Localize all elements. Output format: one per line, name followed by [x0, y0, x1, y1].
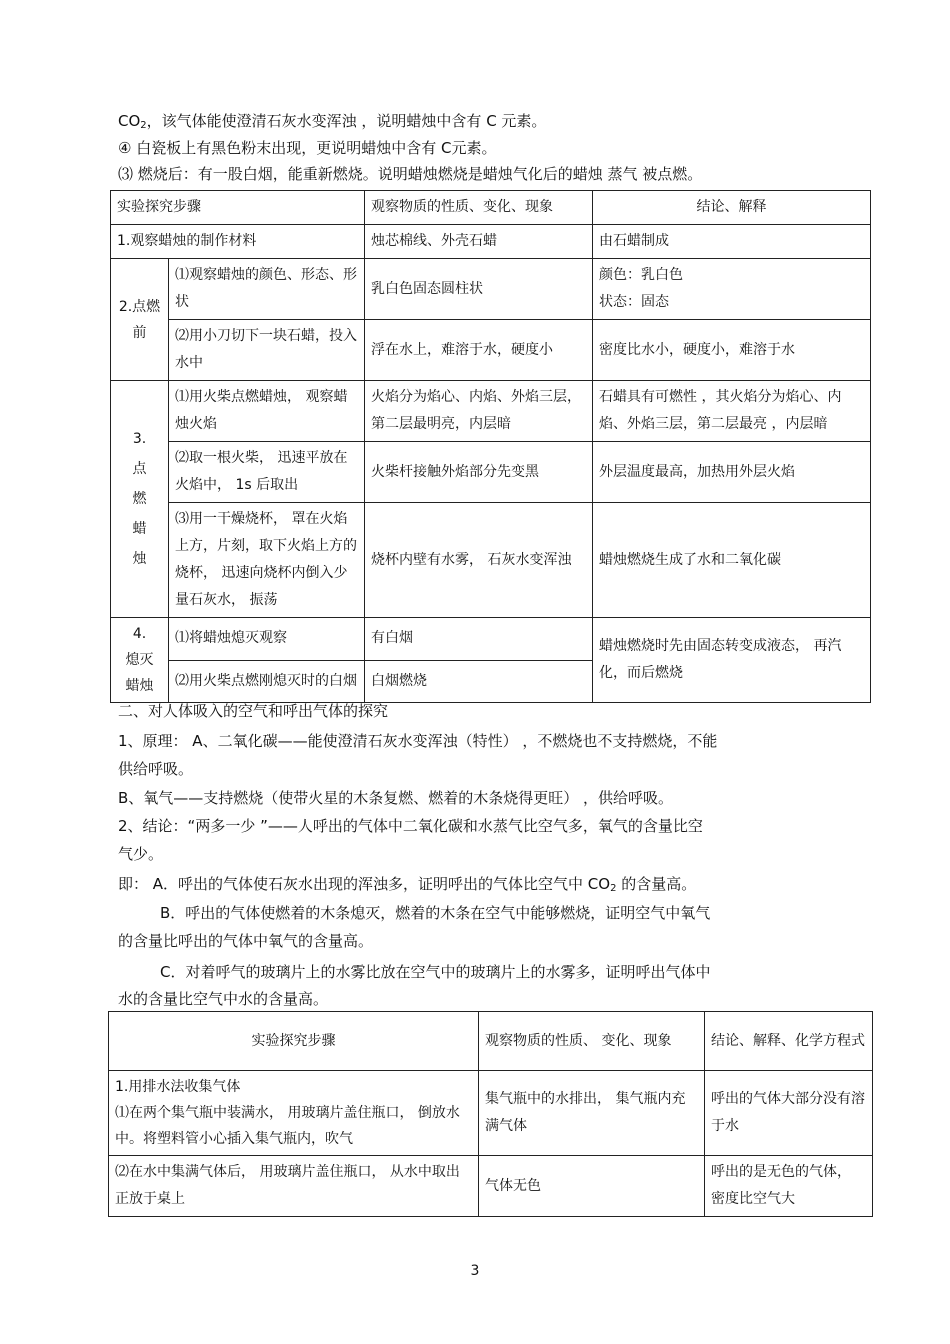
table-cell: 火柴杆接触外焰部分先变黑 [365, 442, 593, 503]
text-line-conclusion: 2、结论：“两多一少 ”——人呼出的气体中二氧化碳和水蒸气比空气多，氧气的含量比空 [118, 817, 703, 835]
table-cell: 蜡烛燃烧生成了水和二氧化碳 [593, 503, 871, 618]
text-line: 的含量比呼出的气体中氧气的含量高。 [118, 932, 374, 950]
table-cell: ⑵用火柴点燃刚熄灭时的白烟 [169, 660, 365, 703]
text-line-after-burning: ⑶ 燃烧后：有一股白烟，能重新燃烧。说明蜡烛燃烧是蜡烛气化后的蜡烛 蒸气 被点燃。 [118, 165, 703, 183]
table1-header-conclusion: 结论、解释 [593, 191, 871, 225]
table-cell: 白烟燃烧 [365, 660, 593, 703]
table-cell: 呼出的气体大部分没有溶于水 [705, 1071, 873, 1156]
table-cell: ⑴将蜡烛熄灭观察 [169, 618, 365, 661]
page-number: 3 [470, 1263, 480, 1279]
table-cell: 外层温度最高，加热用外层火焰 [593, 442, 871, 503]
text-line-co2: $CO_2$，该气体能使澄清石灰水变浑浊 ，说明蜡烛中含有 C 元素。 [118, 112, 547, 131]
section-heading: 二、对人体吸入的空气和呼出气体的探究 [118, 702, 389, 720]
table-cell: 气体无色 [479, 1156, 705, 1217]
text-line: 气少。 [118, 845, 164, 863]
text-line-point-a: 即： A．呼出的气体使石灰水出现的浑浊多，证明呼出的气体比空气中 $CO_2$ 的含量高。 [118, 875, 697, 894]
table-cell: 呼出的是无色的气体， 密度比空气大 [705, 1156, 873, 1217]
table2-header-conclusion: 结论、解释、化学方程式 [705, 1012, 873, 1071]
table-cell: 烧杯内壁有水雾， 石灰水变浑浊 [365, 503, 593, 618]
table-cell: 由石蜡制成 [593, 225, 871, 259]
table1-header-observation: 观察物质的性质、变化、现象 [365, 191, 593, 225]
table-cell: ⑴观察蜡烛的颜色、形态、形状 [169, 259, 365, 320]
table-cell: 有白烟 [365, 618, 593, 661]
text-line-black-powder: ④ 白瓷板上有黑色粉末出现，更说明蜡烛中含有 C元素。 [118, 139, 497, 157]
table2-header-step: 实验探究步骤 [109, 1012, 479, 1071]
group-label-extinguish: 4. 熄灭 蜡烛 [111, 618, 169, 703]
table-cell: 烛芯棉线、外壳石蜡 [365, 225, 593, 259]
text-line-oxygen: B、氧气——支持燃烧（使带火星的木条复燃、燃着的木条烧得更旺） ，供给呼吸。 [118, 789, 674, 807]
text-line-point-c: C．对着呼气的玻璃片上的水雾比放在空气中的玻璃片上的水雾多，证明呼出气体中 [160, 963, 711, 981]
table-cell: 1.用排水法收集气体 ⑴在两个集气瓶中装满水， 用玻璃片盖住瓶口， 倒放水中。将塑料管小心插入集气瓶内，吹气 [109, 1071, 479, 1156]
table-cell: ⑶用一干燥烧杯， 罩在火焰上方，片刻，取下火焰上方的烧杯， 迅速向烧杯内倒入少量石灰水， 振荡 [169, 503, 365, 618]
text-line: 供给呼吸。 [118, 760, 194, 778]
group-label-before-lighting: 2.点燃前 [111, 259, 169, 381]
table-cell: 浮在水上，难溶于水，硬度小 [365, 320, 593, 381]
table1-header-step: 实验探究步骤 [111, 191, 365, 225]
table-cell: 蜡烛燃烧时先由固态转变成液态， 再汽化，而后燃烧 [593, 618, 871, 703]
table-cell: 密度比水小，硬度小，难溶于水 [593, 320, 871, 381]
table-cell: 乳白色固态圆柱状 [365, 259, 593, 320]
table-cell: ⑵在水中集满气体后， 用玻璃片盖住瓶口， 从水中取出 正放于桌上 [109, 1156, 479, 1217]
table-cell: ⑵取一根火柴， 迅速平放在火焰中， 1s 后取出 [169, 442, 365, 503]
group-label-lighting: 3. 点 燃 蜡 烛 [111, 381, 169, 618]
table-cell: 1.观察蜡烛的制作材料 [111, 225, 365, 259]
table-cell: 石蜡具有可燃性 ，其火焰分为焰心、内焰、外焰三层，第二层最亮 ，内层暗 [593, 381, 871, 442]
breath-experiment-table [108, 1011, 873, 1217]
table-cell: 集气瓶中的水排出， 集气瓶内充满气体 [479, 1071, 705, 1156]
candle-experiment-table [110, 190, 871, 703]
table-cell: 火焰分为焰心、内焰、外焰三层，第二层最明亮，内层暗 [365, 381, 593, 442]
table2-header-observation: 观察物质的性质、 变化、现象 [479, 1012, 705, 1071]
table-cell: ⑴用火柴点燃蜡烛， 观察蜡烛火焰 [169, 381, 365, 442]
table-cell: 颜色：乳白色 状态：固态 [593, 259, 871, 320]
table-cell: ⑵用小刀切下一块石蜡，投入水中 [169, 320, 365, 381]
text-line-point-b: B．呼出的气体使燃着的木条熄灭，燃着的木条在空气中能够燃烧，证明空气中氧气 [160, 904, 711, 922]
text-line-principle: 1、原理： A、二氧化碳——能使澄清石灰水变浑浊（特性） ，不燃烧也不支持燃烧，不能 [118, 732, 718, 750]
text-line: 水的含量比空气中水的含量高。 [118, 990, 329, 1008]
